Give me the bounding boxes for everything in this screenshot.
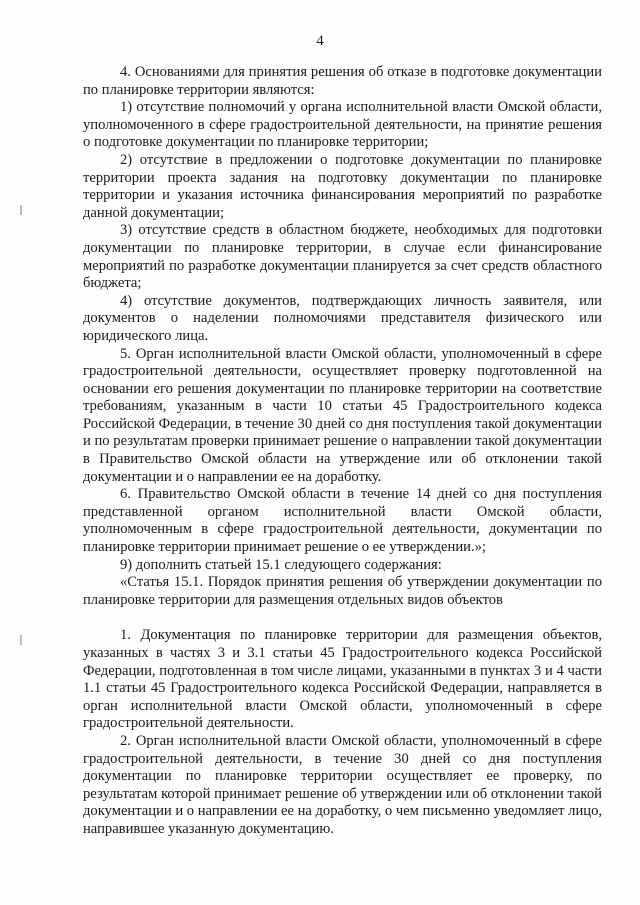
scan-artifact xyxy=(20,205,22,215)
paragraph-item-1: 1) отсутствие полномочий у органа исполнительной власти Омской области, уполномоченного в сфере градостроительной деятельности, на принятие решения о подготовке документации по планировке территории; xyxy=(83,99,602,151)
article-15-1-paragraph-1: 1. Документация по планировке территории для размещения объектов, указанных в частях 3 и 3.1 статьи 45 Градостроительного кодекса Российской Федерации, подготовленная в том числе лицами, указанными в пунктах 3 и 4 части 1.1 статьи 45 Градостроительного кодекса Российской Федерации, направляется в орган исполнительной власти Омской области, уполномоченный в сфере градостроительной деятельности. xyxy=(83,627,602,732)
article-15-1-heading: «Статья 15.1. Порядок принятия решения об утверждении документации по планировке территории для размещения отдельных видов объектов xyxy=(83,574,602,608)
paragraph-refusal-grounds: 4. Основаниями для принятия решения об отказе в подготовке документации по планировке территории являются: xyxy=(83,64,602,98)
page-number: 4 xyxy=(316,33,324,49)
article-15-1-paragraph-2: 2. Орган исполнительной власти Омской области, уполномоченный в сфере градостроительной деятельности, в течение 30 дней со дня поступления документации по планировке территории осуществляет ее проверку, по результатам которой принимает решение об утверждении или об отклонении такой документации и о направлении ее на доработку, о чем письменно уведомляет лицо, направившее указанную документацию. xyxy=(83,732,603,837)
document-body xyxy=(83,64,602,839)
paragraph-amendment-9: 9) дополнить статьей 15.1 следующего содержания: xyxy=(120,556,442,573)
paragraph-item-4: 4) отсутствие документов, подтверждающих личность заявителя, или документов о наделении полномочиями представителя физического или юридического лица. xyxy=(83,292,602,344)
paragraph-item-3: 3) отсутствие средств в областном бюджете, необходимых для подготовки документации по планировке территории, в случае если финансирование мероприятий по разработке документации планируется за счет средств областного бюджета; xyxy=(83,222,602,292)
spacer xyxy=(83,609,602,627)
paragraph-6: 6. Правительство Омской области в течение 14 дней со дня поступления представленной органом исполнительной власти Омской области, уполномоченным в сфере градостроительной деятельности, документации по планировке территории принимает решение о ее утверждении.»; xyxy=(83,486,602,556)
paragraph-5: 5. Орган исполнительной власти Омской области, уполномоченный в сфере градостроительной деятельности, осуществляет проверку подготовленной на основании его решения документации по планировке территории на соответствие требованиям, указанным в части 10 статьи 45 Градостроительного кодекса Российской Федерации, в течение 30 дней со дня поступления такой документации и по результатам проверки принимает решение о направлении такой документации в Правительство Омской области на утверждение или об отклонении такой документации и о направлении ее на доработку. xyxy=(83,345,602,485)
paragraph-item-2: 2) отсутствие в предложении о подготовке документации по планировке территории проекта задания на подготовку документации по планировке территории и указания источника финансирования мероприятий по разработке данной документации; xyxy=(83,151,602,221)
scan-artifact xyxy=(20,635,22,645)
